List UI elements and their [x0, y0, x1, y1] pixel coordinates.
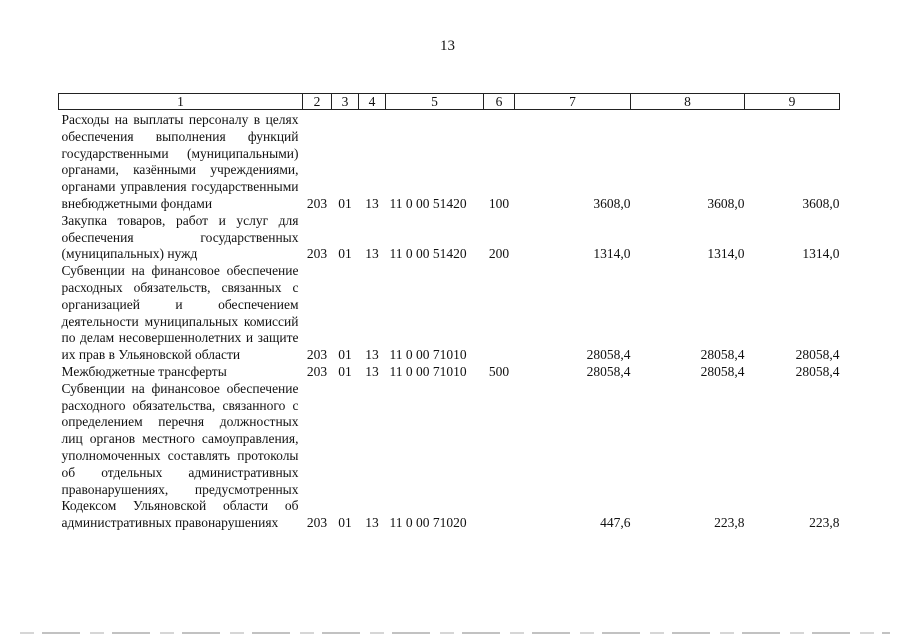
header-col-7: 7	[515, 94, 631, 110]
row-amount-3: 223,8	[809, 515, 840, 531]
row-gr: 203	[306, 515, 328, 531]
row-amount-2: 28058,4	[700, 347, 745, 363]
row-gr: 203	[306, 246, 328, 262]
row-pr: 13	[365, 195, 379, 211]
header-col-3: 3	[332, 94, 359, 110]
row-amount-2: 28058,4	[700, 363, 745, 379]
table-row	[59, 381, 840, 532]
row-amount-1: 28058,4	[586, 347, 631, 363]
row-csr: 11 0 00 71010	[389, 347, 467, 363]
row-description: Закупка товаров, работ и услуг для обеспечения государственных (муниципальных) нужд	[61, 212, 299, 262]
row-pr: 13	[365, 347, 379, 363]
table-row	[59, 364, 840, 381]
table-row	[59, 263, 840, 364]
row-rz: 01	[338, 515, 352, 531]
row-pr: 13	[365, 515, 379, 531]
row-amount-1: 447,6	[600, 515, 631, 531]
header-col-5: 5	[386, 94, 484, 110]
row-vr: 100	[488, 195, 510, 211]
row-csr: 11 0 00 71020	[389, 515, 467, 531]
row-description: Расходы на выплаты персоналу в целях обеспечения выполнения функций государственными (муниципальными) органами, казёнными учреждениями, органами управления государственными внебюджетными фондами	[61, 112, 299, 211]
page-number: 13	[440, 38, 455, 54]
row-amount-1: 28058,4	[586, 363, 631, 379]
row-gr: 203	[306, 195, 328, 211]
table-header-row	[59, 94, 840, 110]
row-rz: 01	[338, 246, 352, 262]
row-amount-1: 1314,0	[593, 246, 631, 262]
row-csr: 11 0 00 51420	[389, 246, 467, 262]
scan-artifact-line	[20, 632, 890, 634]
budget-table	[58, 93, 840, 532]
header-col-4: 4	[359, 94, 386, 110]
row-amount-2: 1314,0	[707, 246, 745, 262]
row-rz: 01	[338, 195, 352, 211]
row-vr	[484, 381, 515, 532]
header-col-6: 6	[484, 94, 515, 110]
row-amount-3: 28058,4	[795, 347, 840, 363]
row-csr: 11 0 00 71010	[389, 363, 467, 379]
header-col-1: 1	[59, 94, 303, 110]
header-col-9: 9	[745, 94, 840, 110]
row-csr: 11 0 00 51420	[389, 195, 467, 211]
row-vr: 200	[488, 246, 510, 262]
row-pr: 13	[365, 246, 379, 262]
row-pr: 13	[365, 363, 379, 379]
table-row	[59, 110, 840, 213]
row-amount-1: 3608,0	[593, 195, 631, 211]
row-description: Субвенции на финансовое обеспечение расходного обязательства, связанного с определением перечня должностных лиц органов местного самоуправления, уполномоченных составлять протоколы об отдельных административных правонарушениях, предусмотренных Кодексом Ульяновской области об административных правонарушениях	[61, 380, 299, 531]
row-amount-3: 3608,0	[802, 195, 840, 211]
row-amount-2: 3608,0	[707, 195, 745, 211]
table-row	[59, 213, 840, 263]
row-amount-3: 1314,0	[802, 246, 840, 262]
row-rz: 01	[338, 347, 352, 363]
header-col-2: 2	[303, 94, 332, 110]
row-vr	[484, 263, 515, 364]
row-amount-3: 28058,4	[795, 363, 840, 379]
row-description: Межбюджетные трансферты	[61, 363, 227, 379]
row-rz: 01	[338, 363, 352, 379]
row-gr: 203	[306, 363, 328, 379]
header-col-8: 8	[631, 94, 745, 110]
row-description: Субвенции на финансовое обеспечение расходных обязательств, связанных с организацией и обеспечением деятельности муниципальных комиссий по делам несовершеннолетних и защите их прав в Ульяновской области	[61, 263, 299, 363]
row-amount-2: 223,8	[714, 515, 745, 531]
row-vr: 500	[488, 363, 510, 379]
row-gr: 203	[306, 347, 328, 363]
